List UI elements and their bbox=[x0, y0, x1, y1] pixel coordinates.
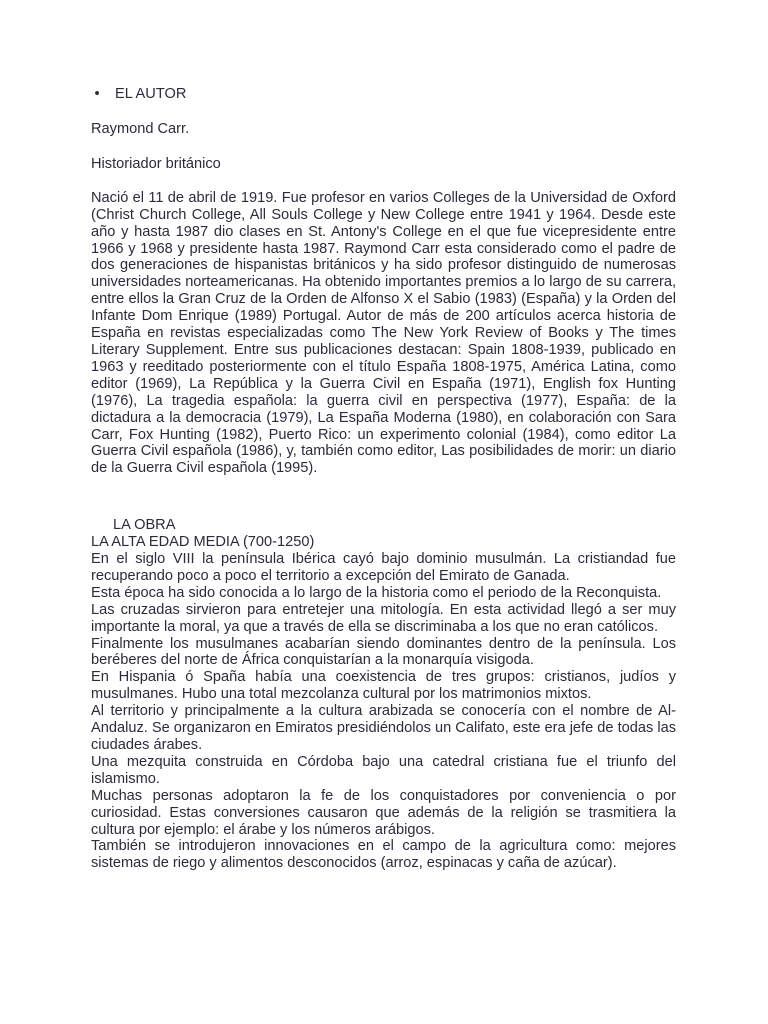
work-paragraph-1: En el siglo VIII la península Ibérica cayó bajo dominio musulmán. La cristiandad fue recuperando poco a poco el territorio a excepción del Emirato de Ganada. bbox=[91, 551, 676, 584]
work-paragraph-2: Esta época ha sido conocida a lo largo de la historia como el periodo de la Reconquista. bbox=[91, 584, 662, 601]
work-paragraph-7: Una mezquita construida en Córdoba bajo una catedral cristiana fue el triunfo del islamismo. bbox=[91, 753, 676, 787]
author-description: Historiador británico bbox=[91, 155, 221, 172]
work-paragraph-3: Las cruzadas sirvieron para entretejer una mitología. En esta actividad llegó a ser muy importante la moral, ya que a través de ella se discriminaba a los que no eran católicos. bbox=[91, 601, 676, 635]
document-page bbox=[91, 86, 676, 872]
author-biography: Nació el 11 de abril de 1919. Fue profesor en varios Colleges de la Universidad de Oxford (Christ Church College, All Souls College y New College entre 1941 y 1964. Desde este año y hasta 1987 dio clases en St. Antony's College en el que fue vicepresidente entre 1966 y 1968 y presidente hasta 1987. Raymond Carr esta considerado como el padre de dos generaciones de hispanistas británicos y ha sido profesor distinguido de numerosas universidades norteamericanas. Ha obtenido importantes premios a lo largo de su carrera, entre ellos la Gran Cruz de la Orden de Alfonso X el Sabio (1983) (España) y la Orden del Infante Dom Enrique (1989) Portugal. Autor de más de 200 artículos acerca historia de España en revistas especializadas como The New York Review of Books y The times Literary Supplement. Entre sus publicaciones destacan: Spain 1808-1939, publicado en 1963 y reeditado posteriormente con el título España 1808-1975, América Latina, como editor (1969), La República y la Guerra Civil en España (1971), English fox Hunting (1976), La tragedia española: la guerra civil en perspectiva (1977), España: de la dictadura a la democracia (1979), La España Moderna (1980), en colaboración con Sara Carr, Fox Hunting (1982), Puerto Rico: un experimento colonial (1984), como editor La Guerra Civil española (1986), y, también como editor, Las posibilidades de morir: un diario de la Guerra Civil española (1995). bbox=[91, 189, 676, 477]
author-section-title: EL AUTOR bbox=[115, 86, 187, 102]
work-paragraph-4: Finalmente los musulmanes acabarían siendo dominantes dentro de la península. Los beréberes del norte de África conquistarían a la monarquía visigoda. bbox=[91, 635, 676, 669]
work-paragraph-9: También se introdujeron innovaciones en el campo de la agricultura como: mejores sistemas de riego y alimentos desconocidos (arroz, espinacas y caña de azúcar). bbox=[91, 838, 676, 872]
work-paragraph-5: En Hispania ó Spaña había una coexistencia de tres grupos: cristianos, judíos y musulmanes. Hubo una total mezcolanza cultural por los matrimonios mixtos. bbox=[91, 669, 676, 703]
work-section-subtitle: LA ALTA EDAD MEDIA (700-1250) bbox=[91, 534, 315, 551]
work-paragraph-6: Al territorio y principalmente a la cultura arabizada se conocería con el nombre de Al-Andaluz. Se organizaron en Emiratos presidiéndolos un Califato, este era jefe de todas las ciudades árabes. bbox=[91, 703, 676, 753]
bullet-icon: • bbox=[94, 86, 100, 102]
author-heading-line bbox=[91, 86, 676, 103]
author-name: Raymond Carr. bbox=[91, 121, 190, 137]
work-paragraph-8: Muchas personas adoptaron la fe de los conquistadores por conveniencia o por curiosidad. Estas conversiones causaron que además de la religión se trasmitiera la cultura por ejemplo: el árabe y los números arábigos. bbox=[91, 787, 676, 838]
work-section-title: LA OBRA bbox=[113, 517, 176, 534]
